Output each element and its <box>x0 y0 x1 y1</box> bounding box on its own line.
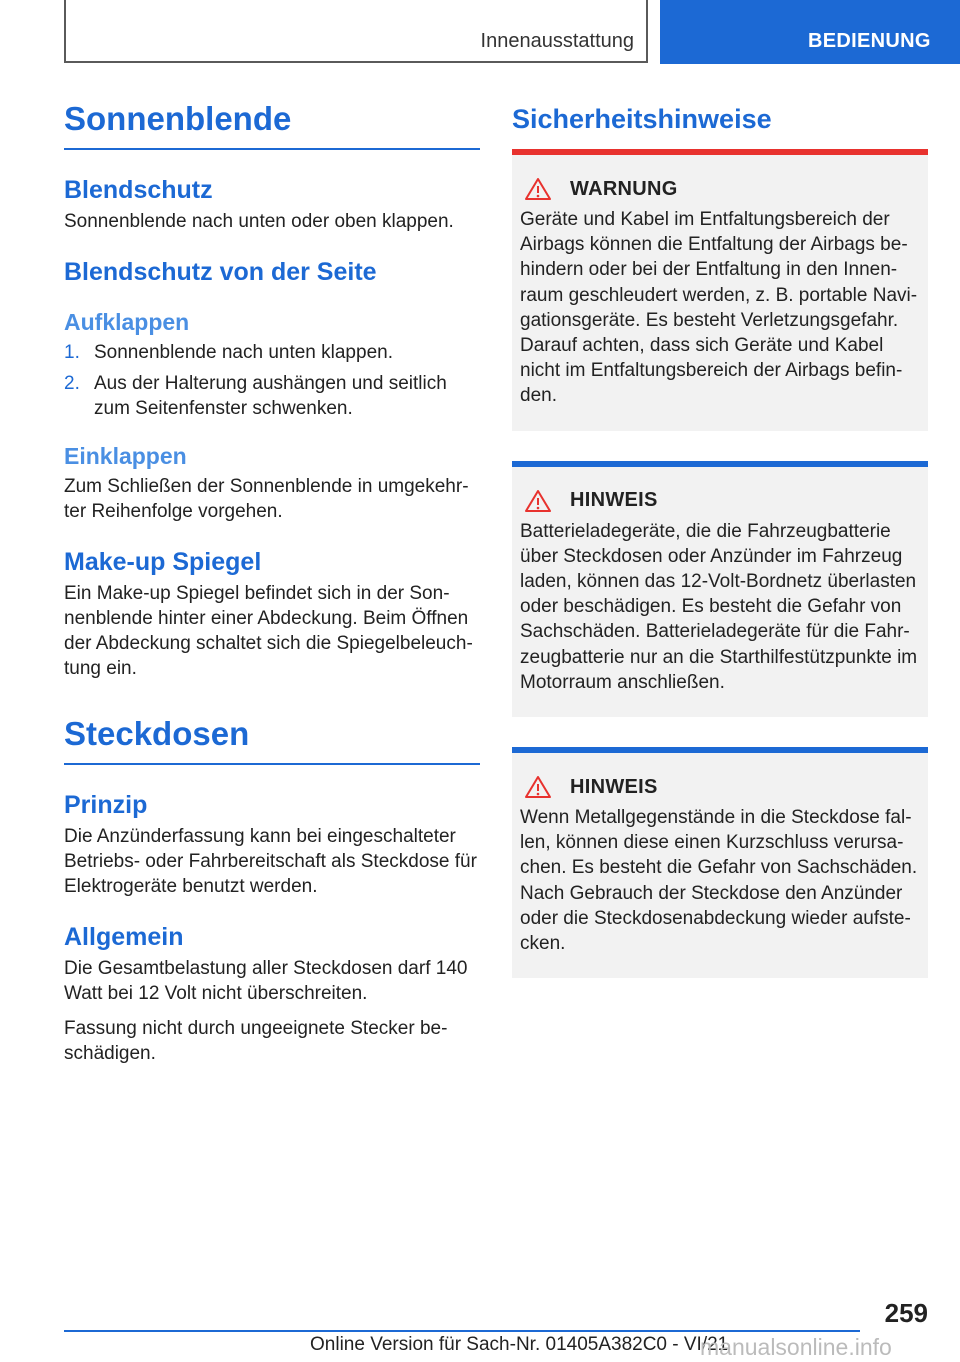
footer-divider <box>64 1330 860 1332</box>
warning-text: Geräte und Kabel im Entfaltungsbereich der Airbags können die Entfaltung der Airbags behindern oder bei der Entfaltung in den Innenraum geschleudert werden, z. B. portable Navigationsgeräte. Es besteht Verletzungsgefahr. Darauf achten, dass sich Geräte und Kabel nicht im Entfaltungsbereich der Airbags befinden. <box>520 209 918 407</box>
page-number: 259 <box>884 1298 928 1328</box>
right-column <box>512 100 928 978</box>
hinweis-box-header <box>520 489 920 513</box>
hinweis-box-header <box>520 775 920 799</box>
header-chapter-box <box>64 0 648 63</box>
allgemein-text-1: Die Gesamtbelastung aller Steckdosen darf 140 Watt bei 12 Volt nicht überschreiten. <box>64 958 468 1004</box>
heading-einklappen: Einklappen <box>64 443 187 469</box>
header-section-title: BEDIENUNG <box>808 30 931 52</box>
warning-triangle-icon <box>524 775 552 799</box>
hinweis-text: Batterieladegeräte, die die Fahrzeugbatterie über Steckdosen oder Anzünder im Fahrzeug laden, können das 12-Volt-Bordnetz überlasten oder beschädigen. Es besteht die Gefahr von Sachschäden. Batterieladegeräte für die Fahrzeugbatterie nur an die Starthilfestützpunkte im Motorraum anschließen. <box>520 520 918 693</box>
step-number: 1. <box>64 342 80 363</box>
einklappen-text: Zum Schließen der Sonnenblende in umgekehrter Reihenfolge vorgehen. <box>64 476 469 522</box>
blendschutz-text: Sonnenblende nach unten oder oben klappen. <box>64 211 454 232</box>
footer-version: Online Version für Sach-Nr. 01405A382C0 - VI/21 <box>310 1334 729 1355</box>
makeup-text: Ein Make-up Spiegel befindet sich in der Sonnenblende hinter einer Abdeckung. Beim Öffnen der Abdeckung schaltet sich die Spiegelbeleuchtung ein. <box>64 583 473 679</box>
list-item <box>64 340 480 365</box>
watermark: manualsonline.info <box>700 1334 892 1360</box>
list-item <box>64 371 480 421</box>
heading-blendschutz-seite: Blendschutz von der Seite <box>64 258 377 286</box>
warning-box <box>512 149 928 431</box>
heading-sonnenblende: Sonnenblende <box>64 100 480 150</box>
header-section-tab <box>660 0 960 64</box>
left-column <box>64 100 480 1076</box>
header-chapter-title: Innenausstattung <box>480 30 634 52</box>
step-text: Aus der Halterung aushängen und seitlich zum Seitenfenster schwenken. <box>94 373 447 419</box>
heading-prinzip: Prinzip <box>64 791 148 819</box>
warning-triangle-icon <box>524 489 552 513</box>
warning-box-header <box>520 177 920 201</box>
hinweis-box-2 <box>512 747 928 978</box>
heading-aufklappen: Aufklappen <box>64 309 190 335</box>
heading-steckdosen: Steckdosen <box>64 715 480 765</box>
prinzip-text: Die Anzünderfassung kann bei eingeschalteter Betriebs- oder Fahrbereitschaft als Steckdose für Elektrogeräte benutzt werden. <box>64 826 477 897</box>
hinweis-label: HINWEIS <box>570 775 658 798</box>
aufklappen-steps <box>64 340 480 421</box>
warning-label: WARNUNG <box>570 177 678 200</box>
hinweis-label: HINWEIS <box>570 489 658 512</box>
heading-allgemein: Allgemein <box>64 923 184 951</box>
heading-makeup-spiegel: Make-up Spiegel <box>64 548 262 576</box>
step-text: Sonnenblende nach unten klappen. <box>94 342 393 363</box>
warning-triangle-icon <box>524 177 552 201</box>
hinweis-box-1 <box>512 461 928 717</box>
step-number: 2. <box>64 373 80 394</box>
hinweis-text: Wenn Metallgegenstände in die Steckdose fallen, können diese einen Kurzschluss verursachen. Es besteht die Gefahr von Sachschäden. Nach Gebrauch der Steckdose den Anzünder oder die Steckdosenabdeckung wieder aufstecken. <box>520 807 918 955</box>
heading-sicherheitshinweise: Sicherheitshinweise <box>512 104 772 134</box>
heading-blendschutz: Blendschutz <box>64 176 213 204</box>
allgemein-text-2: Fassung nicht durch ungeeignete Stecker beschädigen. <box>64 1018 448 1064</box>
